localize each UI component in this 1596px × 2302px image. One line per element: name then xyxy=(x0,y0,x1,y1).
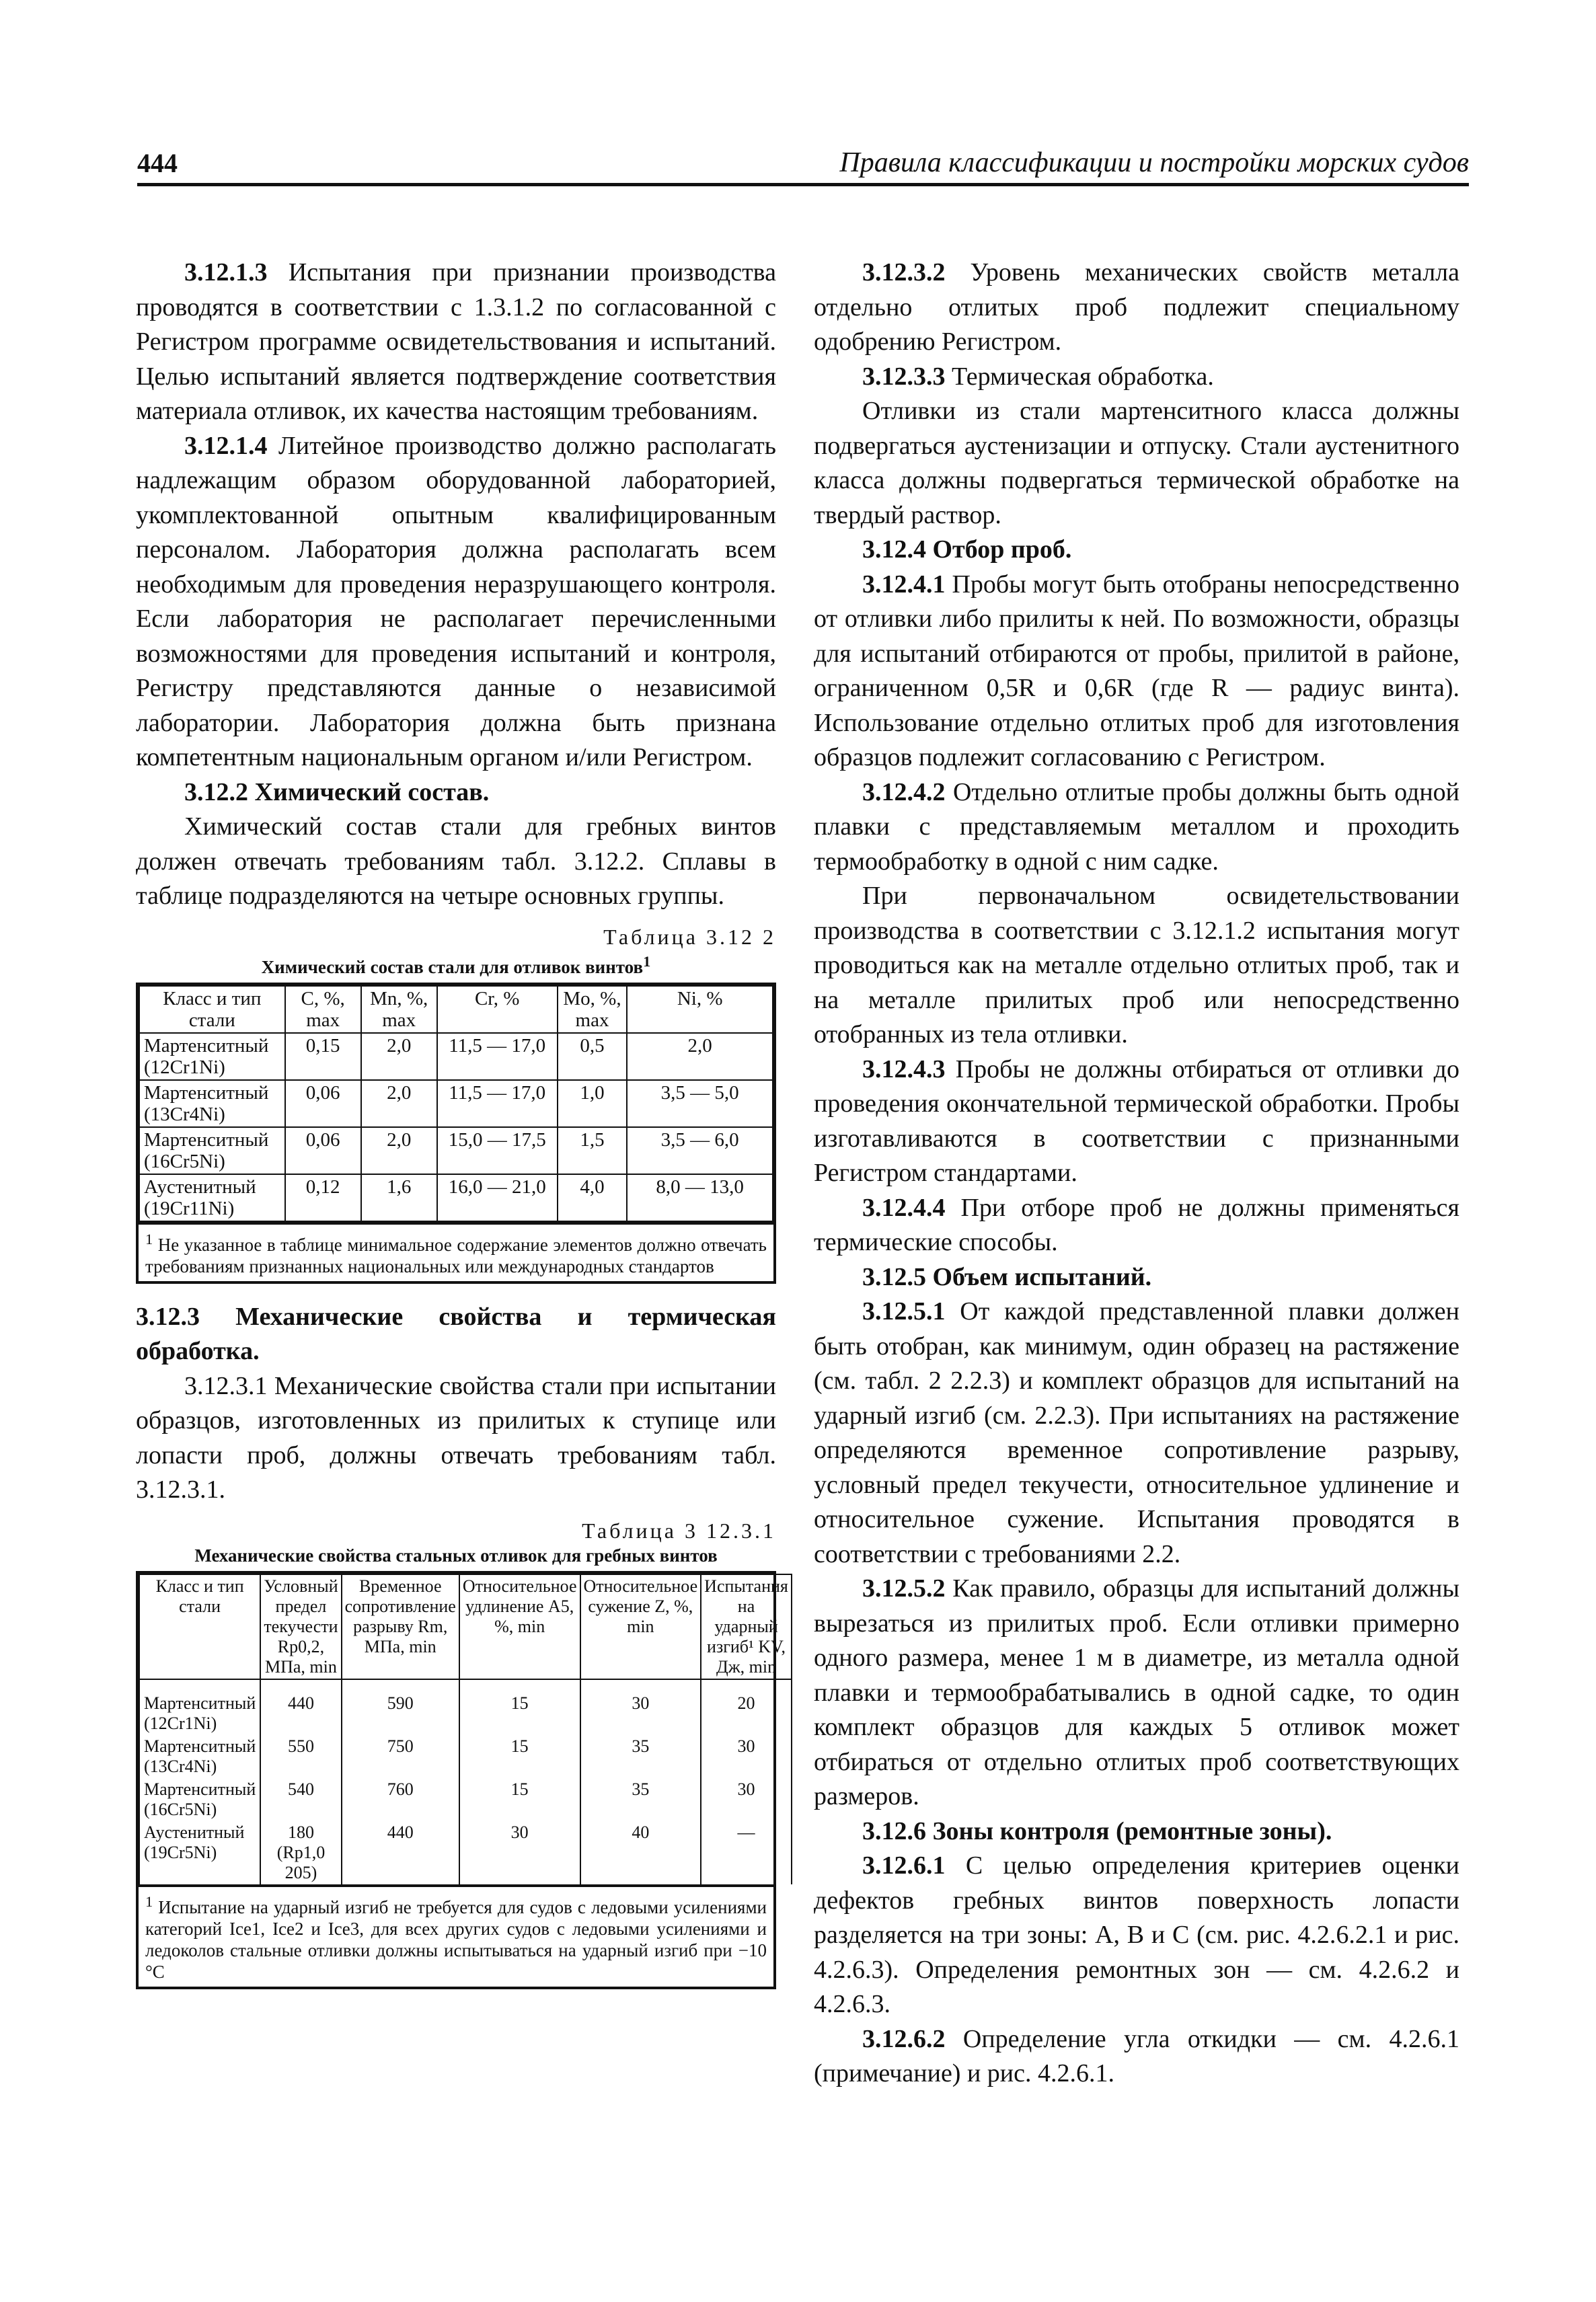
table-cell: Мартенситный (13Cr4Ni) xyxy=(139,1080,285,1127)
table-cell: 540 xyxy=(260,1778,341,1821)
table-cell: Аустенитный (19Cr5Ni) xyxy=(139,1821,260,1884)
table-cell: 15,0 — 17,5 xyxy=(437,1127,558,1174)
table-cell: 0,12 xyxy=(285,1174,361,1221)
footnote-mark: 1 xyxy=(145,1230,153,1248)
paragraph-3-12-3-1: 3.12.3.1 Механические свойства стали при испытании образцов, изготовленных из прилитых к ступице или лопасти проб, должны отвечать требованиям табл. 3.12.3.1. xyxy=(136,1371,776,1504)
table-cell: 0,06 xyxy=(285,1127,361,1174)
paragraph-text: Как правило, образцы для испытаний должны вырезаться из прилитых проб. Если отливки примерно одного размера, менее 1 м в диаметре, из металла одной плавки и термообрабатывались в одной садке, то один комплект образцов для каждых 5 отливок может отбираться от отдельно отлитых проб соответствующих размеров. xyxy=(814,1574,1459,1810)
table-cell: 40 xyxy=(580,1821,701,1884)
table1-frame xyxy=(136,983,776,1225)
table-cell-extra: (Rp1,0 205) xyxy=(276,1842,326,1882)
table-cell: 750 xyxy=(342,1735,459,1778)
table-header: Испытания на ударный изгиб¹ KV, Дж, min xyxy=(701,1574,792,1679)
running-title: Правила классификации и постройки морских судов xyxy=(839,147,1469,178)
table2-caption: Таблица 3 12.3.1 xyxy=(582,1518,776,1543)
table-cell: 590 xyxy=(342,1679,459,1735)
section-heading-sampling: 3.12.4 Отбор проб. xyxy=(862,535,1072,564)
paragraph-text: Пробы не должны отбираться от отливки до проведения окончательной термической обработки. Пробы изготавливаются в соответствии с признанными Регистром стандартами. xyxy=(814,1054,1459,1187)
table-cell xyxy=(260,1821,341,1884)
table-cell: 4,0 xyxy=(558,1174,628,1221)
mechanical-table xyxy=(139,1574,792,1884)
table-cell: 30 xyxy=(701,1778,792,1821)
clause-number: 3.12.5.1 xyxy=(862,1297,946,1326)
table-cell: 3,5 — 6,0 xyxy=(627,1127,773,1174)
table-cell: 2,0 xyxy=(361,1033,437,1080)
table-row xyxy=(139,1679,792,1735)
paragraph-3-12-4-4 xyxy=(814,1191,1459,1260)
footnote-text: Испытание на ударный изгиб не требуется для судов с ледовыми усилениями категорий Ice1, Ice2 и Ice3, для всех других судов с ледовыми усилениями и ледоколов стальные отливки должны испытываться на ударный изгиб при −10 °С xyxy=(145,1896,767,1982)
table-cell: 8,0 — 13,0 xyxy=(627,1174,773,1221)
table1-caption: Таблица 3.12 2 xyxy=(603,924,776,949)
table-cell: Аустенитный (19Cr11Ni) xyxy=(139,1174,285,1221)
table-cell: 15 xyxy=(459,1679,580,1735)
table-cell: 550 xyxy=(260,1735,341,1778)
table-row xyxy=(139,1821,792,1884)
table-cell-value: 180 xyxy=(287,1822,314,1842)
table-cell: 2,0 xyxy=(627,1033,773,1080)
paragraph-3-12-3-3 xyxy=(814,360,1459,395)
table-cell: Мартенситный (16Cr5Ni) xyxy=(139,1778,260,1821)
table-cell: Мартенситный (12Cr1Ni) xyxy=(139,1679,260,1735)
table-cell: 1,5 xyxy=(558,1127,628,1174)
clause-number: 3.12.6.1 xyxy=(862,1851,946,1880)
paragraph-text: Уровень механических свойств металла отдельно отлитых проб подлежит специальному одобрению Регистром. xyxy=(814,258,1459,356)
table-header: Cr, % xyxy=(437,986,558,1033)
paragraph-3-12-4-3 xyxy=(814,1052,1459,1191)
clause-number: 3.12.4.3 xyxy=(862,1054,946,1083)
table-cell: Мартенситный (16Cr5Ni) xyxy=(139,1127,285,1174)
table-header: Относительное удлинение A5, %, min xyxy=(459,1574,580,1679)
section-heading-chemical: 3.12.2 Химический состав. xyxy=(184,777,490,806)
paragraph-text: Пробы могут быть отобраны непосредственно от отливки либо прилиты к ней. По возможности, образцы для испытаний отбираются от пробы, прилитой в районе, ограниченном 0,5R и 0,6R (где R — радиус винта). Использование отдельно отлитых проб для изготовления образцов подлежит согласованию с Регистром. xyxy=(814,570,1459,771)
table-cell: Мартенситный (12Cr1Ni) xyxy=(139,1033,285,1080)
table-header: Ni, % xyxy=(627,986,773,1033)
table2-title: Механические свойства стальных отливок для гребных винтов xyxy=(194,1545,718,1566)
table-cell: 15 xyxy=(459,1778,580,1821)
page-number: 444 xyxy=(137,148,178,178)
table-cell: 0,15 xyxy=(285,1033,361,1080)
table-cell: 1,6 xyxy=(361,1174,437,1221)
footnote-text: Не указанное в таблице минимальное содержание элементов должно отвечать требованиям признанных национальных или международных стандартов xyxy=(145,1234,767,1276)
table1-title-text: Химический состав стали для отливок винтов xyxy=(261,956,644,977)
table-cell: 2,0 xyxy=(361,1127,437,1174)
clause-number: 3.12.4.1 xyxy=(862,570,946,599)
clause-number: 3.12.3.3 xyxy=(862,362,946,391)
clause-number: 3.12.1.4 xyxy=(184,431,268,460)
footnote-mark: 1 xyxy=(643,952,651,970)
table-header: Класс и тип стали xyxy=(139,986,285,1033)
paragraph-3-12-4-2 xyxy=(814,775,1459,880)
paragraph-text: Испытания при признании производства проводятся в соответствии с 1.3.1.2 по согласованной с Регистром программе освидетельствования и испытаний. Целью испытаний является подтверждение соответствия материала отливок, их качества настоящим требованиям. xyxy=(136,258,776,425)
paragraph-3-12-5-2 xyxy=(814,1572,1459,1814)
section-heading-zones: 3.12.6 Зоны контроля (ремонтные зоны). xyxy=(862,1816,1332,1845)
table-cell: 15 xyxy=(459,1735,580,1778)
section-heading-scope: 3.12.5 Объем испытаний. xyxy=(862,1262,1152,1291)
table-row xyxy=(139,1127,773,1174)
footnote-mark: 1 xyxy=(145,1892,153,1910)
table-row xyxy=(139,1080,773,1127)
clause-number: 3.12.1.3 xyxy=(184,258,268,286)
paragraph-text: Литейное производство должно располагать надлежащим образом оборудованной лабораторией, укомплектованной опытным квалифицированным персоналом. Лаборатория должна располагать всем необходимым для проведения неразрушающего контроля. Если лаборатория не располагает перечисленными возможностями для проведения испытаний и контроля, Регистру представляются данные о независимой лаборатории. Лаборатория должна быть признана компетентным национальным органом и/или Регистром. xyxy=(136,431,776,771)
paragraph-3-12-1-4 xyxy=(136,429,776,775)
table-header: С, %, max xyxy=(285,986,361,1033)
table-cell: Мартенситный (13Cr4Ni) xyxy=(139,1735,260,1778)
clause-number: 3.12.4.2 xyxy=(862,777,946,806)
table-row xyxy=(139,1735,792,1778)
table-cell: 11,5 — 17,0 xyxy=(437,1033,558,1080)
table-cell: 1,0 xyxy=(558,1080,628,1127)
chemical-table xyxy=(139,985,773,1222)
table-cell: 3,5 — 5,0 xyxy=(627,1080,773,1127)
table1-footnote xyxy=(136,1225,776,1284)
table-cell: 0,5 xyxy=(558,1033,628,1080)
table-cell: 20 xyxy=(701,1679,792,1735)
paragraph-text: От каждой представленной плавки должен быть отобран, как минимум, один образец на растяжение (см. табл. 2 2.2.3) и комплект образцов для испытаний на ударный изгиб (см. 2.2.3). При испытаниях на растяжение определяются временное сопротивление разрыву, условный предел текучести, относительное удлинение и относительное сужение. Испытания проводятся в соответствии с требованиями 2.2. xyxy=(814,1297,1459,1568)
paragraph-text: С целью определения критериев оценки дефектов гребных винтов поверхность лопасти разделяется на три зоны: A, B и C (см. рис. 4.2.6.2.1 и рис. 4.2.6.3). Определения ремонтных зон — см. 4.2.6.2 и 4.2.6.3. xyxy=(814,1851,1459,2018)
paragraph-3-12-5-1 xyxy=(814,1295,1459,1572)
left-column xyxy=(136,256,788,1989)
clause-number: 3.12.5.2 xyxy=(862,1574,946,1603)
table-cell: 16,0 — 21,0 xyxy=(437,1174,558,1221)
clause-number: 3.12.4.4 xyxy=(862,1193,946,1222)
table-cell: 11,5 — 17,0 xyxy=(437,1080,558,1127)
table-cell: 440 xyxy=(260,1679,341,1735)
table-cell: 35 xyxy=(580,1735,701,1778)
table-header: Относительное сужение Z, %, min xyxy=(580,1574,701,1679)
table1-title xyxy=(136,950,776,979)
paragraph-text: Определение угла откидки — см. 4.2.6.1 (примечание) и рис. 4.2.6.1. xyxy=(814,2024,1459,2087)
paragraph-3-12-1-3 xyxy=(136,256,776,429)
table-cell: — xyxy=(701,1821,792,1884)
paragraph-3-12-6-2 xyxy=(814,2022,1459,2092)
clause-number: 3.12.3.2 xyxy=(862,258,946,286)
clause-number: 3.12.6.2 xyxy=(862,2024,946,2053)
table-cell: 760 xyxy=(342,1778,459,1821)
paragraph-text: При отборе проб не должны применяться термические способы. xyxy=(814,1193,1459,1256)
table-row xyxy=(139,1174,773,1221)
table2-footnote xyxy=(136,1887,776,1989)
paragraph-3-12-4-1 xyxy=(814,568,1459,775)
paragraph-3-12-3-2 xyxy=(814,256,1459,360)
table-cell: 2,0 xyxy=(361,1080,437,1127)
paragraph-initial-survey: При первоначальном освидетельствовании производства в соответствии с 3.12.1.2 испытания могут проводиться как на металле отдельно отлитых проб, так и на металле прилитых проб или непосредственно отобранных из тела отливки. xyxy=(814,882,1459,1048)
paragraph-3-12-6-1 xyxy=(814,1849,1459,2022)
table-cell: 30 xyxy=(580,1679,701,1735)
table-header: Условный предел текучести Rp0,2, МПа, min xyxy=(260,1574,341,1679)
page-header xyxy=(137,141,1469,186)
table-cell: 0,06 xyxy=(285,1080,361,1127)
table-row xyxy=(139,1033,773,1080)
table-cell: 35 xyxy=(580,1778,701,1821)
paragraph-heat-treatment: Отливки из стали мартенситного класса должны подвергаться аустенизации и отпуску. Стали аустенитного класса должны подвергаться термической обработке на твердый раствор. xyxy=(814,397,1459,529)
table-header: Mn, %, max xyxy=(361,986,437,1033)
paragraph-text: Отдельно отлитые пробы должны быть одной плавки с представляемым металлом и проходить термообработку в одной с ним садке. xyxy=(814,777,1459,876)
table-header: Класс и тип стали xyxy=(139,1574,260,1679)
table-header: Временное сопротивление разрыву Rm, МПа, min xyxy=(342,1574,459,1679)
table-row xyxy=(139,1778,792,1821)
paragraph-chemical: Химический состав стали для гребных винтов должен отвечать требованиям табл. 3.12.2. Сплавы в таблице подразделяются на четыре основных группы. xyxy=(136,812,776,910)
table-cell: 30 xyxy=(459,1821,580,1884)
table-header: Mo, %, max xyxy=(558,986,628,1033)
paragraph-text: Термическая обработка. xyxy=(945,362,1214,391)
right-column xyxy=(814,256,1459,2092)
table-cell: 440 xyxy=(342,1821,459,1884)
section-heading-mechanical: 3.12.3 Механические свойства и термическая обработка. xyxy=(136,1302,776,1365)
table2-frame xyxy=(136,1571,788,1887)
table-cell: 30 xyxy=(701,1735,792,1778)
